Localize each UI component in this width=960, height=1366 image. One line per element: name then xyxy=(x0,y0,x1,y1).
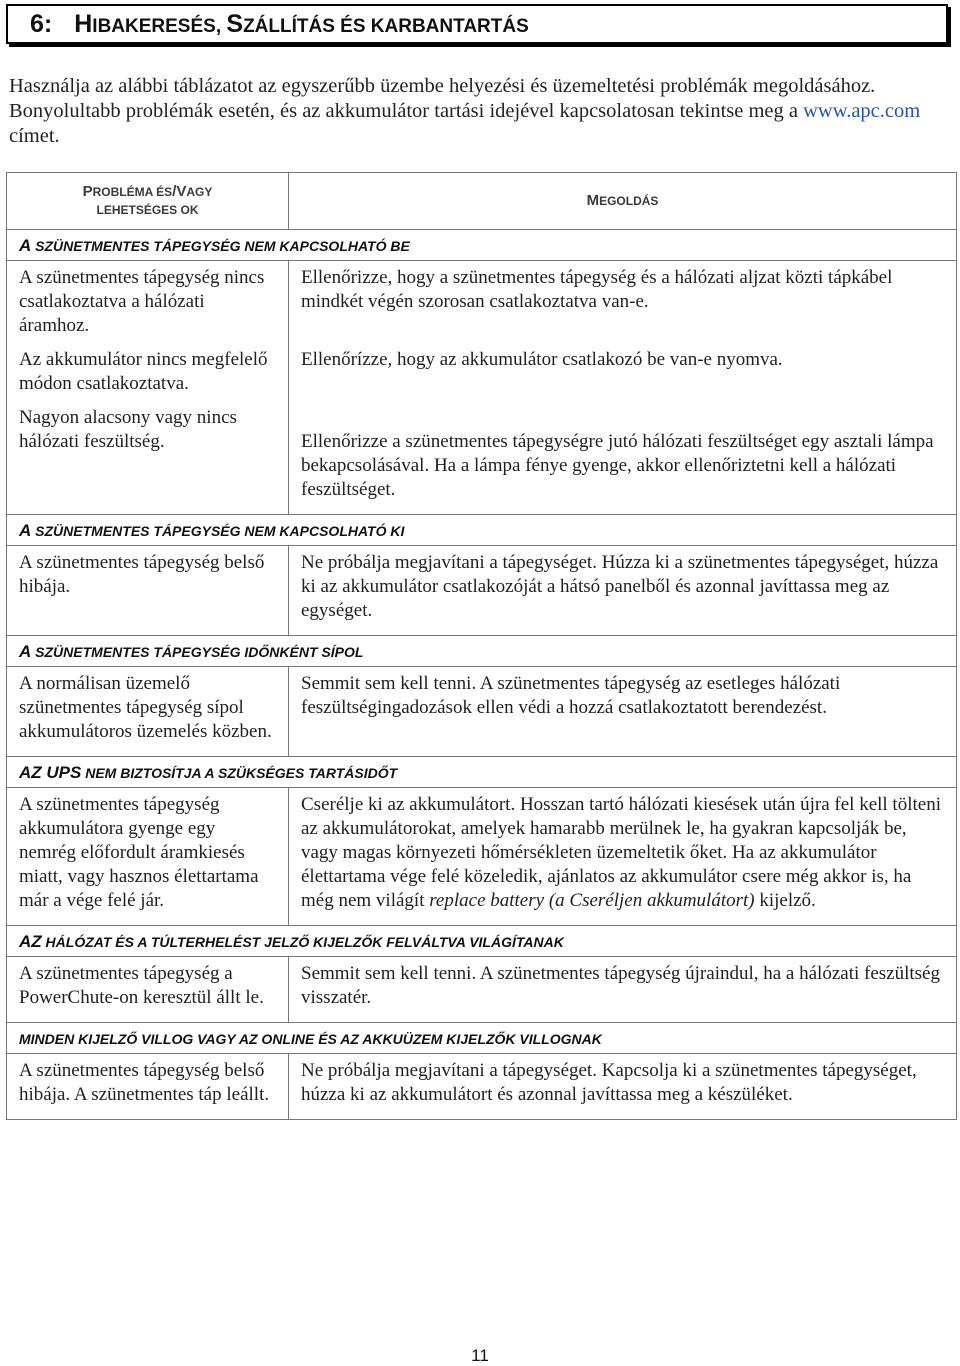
apc-website-link[interactable]: www.apc.com xyxy=(803,100,921,122)
problem-cell: A normálisan üzemelő szünetmentes tápegység sípol akkumulátoros üzemelés közben. xyxy=(7,667,289,757)
problem-cell: A szünetmentes tápegység nincs csatlakoztatva a hálózati áramhoz. Az akkumulátor nincs megfelelő módon csatlakoztatva. Nagyon alacsony vagy nincs hálózati feszültség. xyxy=(7,261,289,515)
table-row xyxy=(7,957,957,1023)
chapter-title-text: HIBAKERESÉS, SZÁLLÍTÁS ÉS KARBANTARTÁS xyxy=(74,9,529,38)
page-number: 11 xyxy=(471,1346,489,1365)
table-row xyxy=(7,261,957,515)
section-title: MINDEN KIJELZŐ VILLOG VAGY AZ ONLINE ÉS AZ AKKUÜZEM KIJELZŐK VILLOGNAK xyxy=(7,1023,957,1054)
section-title: AZ HÁLÓZAT ÉS A TÚLTERHELÉST JELZŐ KIJELZŐK FELVÁLTVA VILÁGÍTANAK xyxy=(7,926,957,957)
problem-cell: A szünetmentes tápegység akkumulátora gyenge egy nemrég előfordult áramkiesés miatt, vagy hasznos élettartama már a vége felé jár. xyxy=(7,788,289,926)
solution-cell: Cserélje ki az akkumulátort. Hosszan tartó hálózati kiesések után újra fel kell tölteni az akkumulátorokat, amelyek hamarabb merülnek le, ha gyakran kapcsolják be, vagy magas környezeti hőmérsékleten üzemeltetik őket. Ha az akkumulátor élettartama vége felé közeledik, ajánlatos az akkumulátor csere még akkor is, ha még nem világít replace battery (a Cseréljen akkumulátort) kijelző. xyxy=(289,788,957,926)
chapter-title xyxy=(6,4,948,44)
troubleshooting-table xyxy=(6,172,957,1120)
table-row xyxy=(7,667,957,757)
table-row xyxy=(7,1054,957,1120)
table-row xyxy=(7,788,957,926)
solution-cell: Semmit sem kell tenni. A szünetmentes tápegység az esetleges hálózati feszültségingadozások ellen védi a hozzá csatlakoztatott berendezést. xyxy=(289,667,957,757)
problem-cell: A szünetmentes tápegység belső hibája. A szünetmentes táp leállt. xyxy=(7,1054,289,1120)
intro-paragraph: Használja az alábbi táblázatot az egyszerűbb üzembe helyezési és üzemeltetési problémák megoldásához. Bonyolultabb problémák esetén, és az akkumulátor tartási idejével kapcsolatosan tekintse meg a www.apc.com címet. xyxy=(9,75,921,147)
problem-cell: A szünetmentes tápegység a PowerChute-on keresztül állt le. xyxy=(7,957,289,1023)
solution-cell: Ne próbálja megjavítani a tápegységet. Húzza ki a szünetmentes tápegységet, húzza ki az akkumulátor csatlakozóját a hátsó panelből és azonnal javíttassa meg az egységet. xyxy=(289,546,957,636)
section-title: AZ UPS NEM BIZTOSÍTJA A SZÜKSÉGES TARTÁSIDŐT xyxy=(7,757,957,788)
table-row xyxy=(7,546,957,636)
header-solution: MEGOLDÁS xyxy=(289,173,957,230)
header-problem: PROBLÉMA ÉS/VAGY LEHETSÉGES OK xyxy=(7,173,289,230)
table-header-row xyxy=(7,173,957,230)
section-title: A SZÜNETMENTES TÁPEGYSÉG NEM KAPCSOLHATÓ BE xyxy=(7,230,957,261)
chapter-number: 6: xyxy=(30,9,53,38)
section-title: A SZÜNETMENTES TÁPEGYSÉG IDŐNKÉNT SÍPOL xyxy=(7,636,957,667)
solution-cell: Semmit sem kell tenni. A szünetmentes tápegység újraindul, ha a hálózati feszültség visszatér. xyxy=(289,957,957,1023)
section-title: A SZÜNETMENTES TÁPEGYSÉG NEM KAPCSOLHATÓ KI xyxy=(7,515,957,546)
solution-cell: Ellenőrizze, hogy a szünetmentes tápegység és a hálózati aljzat közti tápkábel mindkét végén szorosan csatlakoztatva van-e. Ellenőrízze, hogy az akkumulátor csatlakozó be van-e nyomva. Ellenőrizze a szünetmentes tápegységre jutó hálózati feszültséget egy asztali lámpa bekapcsolásával. Ha a lámpa fénye gyenge, akkor ellenőriztetni kell a hálózati feszültséget. xyxy=(289,261,957,515)
problem-cell: A szünetmentes tápegység belső hibája. xyxy=(7,546,289,636)
solution-cell: Ne próbálja megjavítani a tápegységet. Kapcsolja ki a szünetmentes tápegységet, húzza ki az akkumulátort és azonnal javíttassa meg a készüléket. xyxy=(289,1054,957,1120)
